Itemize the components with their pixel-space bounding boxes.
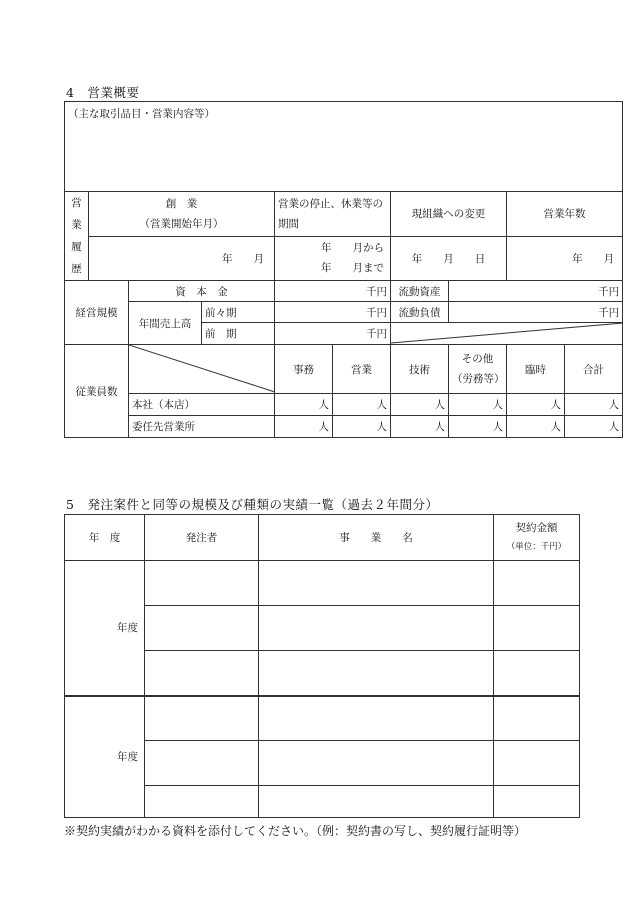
- prev2-label: 前々期: [202, 302, 275, 323]
- employee-field[interactable]: 人: [275, 394, 333, 416]
- prev2-sales-field[interactable]: 千円: [275, 302, 391, 323]
- prev1-sales-field[interactable]: 千円: [275, 323, 391, 345]
- founding-date-field[interactable]: 年 月: [89, 236, 275, 281]
- current-assets-label: 流動資産: [391, 281, 449, 302]
- col-sales: 営業: [333, 345, 391, 394]
- sales-label: 年間売上高: [129, 302, 202, 345]
- employee-field[interactable]: 人: [391, 416, 449, 438]
- orderer-field[interactable]: [145, 696, 259, 741]
- diagonal-line: [391, 323, 623, 344]
- track-record-table: [64, 514, 580, 818]
- footnote: ※契約実績がわかる資料を添付してください。（例：契約書の写し、契約履行証明等）: [64, 824, 527, 838]
- orderer-field[interactable]: [145, 741, 259, 786]
- col-project: 事 業 名: [259, 515, 494, 561]
- founding-header: 創 業 （営業開始年月）: [89, 192, 275, 237]
- col-office: 事務: [275, 345, 333, 394]
- employee-field[interactable]: 人: [449, 394, 507, 416]
- suspension-period-field[interactable]: 年 月から 年 月まで: [275, 236, 391, 281]
- project-field[interactable]: [259, 561, 494, 606]
- amount-field[interactable]: [494, 741, 580, 786]
- employee-field[interactable]: 人: [391, 394, 449, 416]
- amount-field[interactable]: [494, 786, 580, 818]
- col-total: 合計: [565, 345, 623, 394]
- amount-field[interactable]: [494, 561, 580, 606]
- scale-label: 経営規模: [65, 281, 129, 345]
- history-label: 営 業 履 歴: [65, 192, 89, 281]
- reorg-header: 現組織への変更: [391, 192, 507, 237]
- col-amount: 契約金額 （単位：千円）: [494, 515, 580, 561]
- employees-corner-cell: [129, 345, 275, 394]
- suspension-header: 営業の停止、休業等の 期間: [275, 192, 391, 237]
- orderer-field[interactable]: [145, 651, 259, 696]
- amount-field[interactable]: [494, 651, 580, 696]
- project-field[interactable]: [259, 651, 494, 696]
- year-cell[interactable]: 年度: [65, 696, 145, 818]
- diagonal-line: [129, 345, 275, 393]
- orderer-field[interactable]: [145, 561, 259, 606]
- employee-field[interactable]: 人: [333, 394, 391, 416]
- orderer-field[interactable]: [145, 786, 259, 818]
- current-liab-label: 流動負債: [391, 302, 449, 323]
- employees-label: 従業員数: [65, 345, 129, 438]
- section5-title: 5 発注案件と同等の規模及び種類の実績一覧（過去２年間分）: [66, 497, 439, 512]
- branch-label: 委任先営業所: [129, 416, 275, 438]
- employee-field[interactable]: 人: [449, 416, 507, 438]
- years-header: 営業年数: [507, 192, 623, 237]
- employee-field[interactable]: 人: [565, 394, 623, 416]
- head-office-label: 本社（本店）: [129, 394, 275, 416]
- amount-field[interactable]: [494, 606, 580, 651]
- current-liab-field[interactable]: 千円: [449, 302, 623, 323]
- main-items-cell[interactable]: [65, 102, 623, 192]
- employee-field[interactable]: 人: [275, 416, 333, 438]
- employee-field[interactable]: 人: [333, 416, 391, 438]
- employee-field[interactable]: 人: [565, 416, 623, 438]
- diagonal-cell: [391, 323, 623, 345]
- project-field[interactable]: [259, 786, 494, 818]
- col-other: その他 （労務等）: [449, 345, 507, 394]
- orderer-field[interactable]: [145, 606, 259, 651]
- col-orderer: 発注者: [145, 515, 259, 561]
- year-cell[interactable]: 年度: [65, 561, 145, 696]
- reorg-date-field[interactable]: 年 月 日: [391, 236, 507, 281]
- col-temp: 臨時: [507, 345, 565, 394]
- project-field[interactable]: [259, 606, 494, 651]
- current-assets-field[interactable]: 千円: [449, 281, 623, 302]
- capital-field[interactable]: 千円: [275, 281, 391, 302]
- col-tech: 技術: [391, 345, 449, 394]
- amount-field[interactable]: [494, 696, 580, 741]
- business-overview-table: [64, 101, 623, 438]
- col-year: 年 度: [65, 515, 145, 561]
- main-items-label: （主な取引品目・営業内容等）: [68, 108, 215, 120]
- section4-title: 4 営業概要: [66, 85, 140, 100]
- employee-field[interactable]: 人: [507, 416, 565, 438]
- project-field[interactable]: [259, 696, 494, 741]
- employee-field[interactable]: 人: [507, 394, 565, 416]
- capital-label: 資 本 金: [129, 281, 275, 302]
- years-field[interactable]: 年 月: [507, 236, 623, 281]
- project-field[interactable]: [259, 741, 494, 786]
- prev1-label: 前 期: [202, 323, 275, 345]
